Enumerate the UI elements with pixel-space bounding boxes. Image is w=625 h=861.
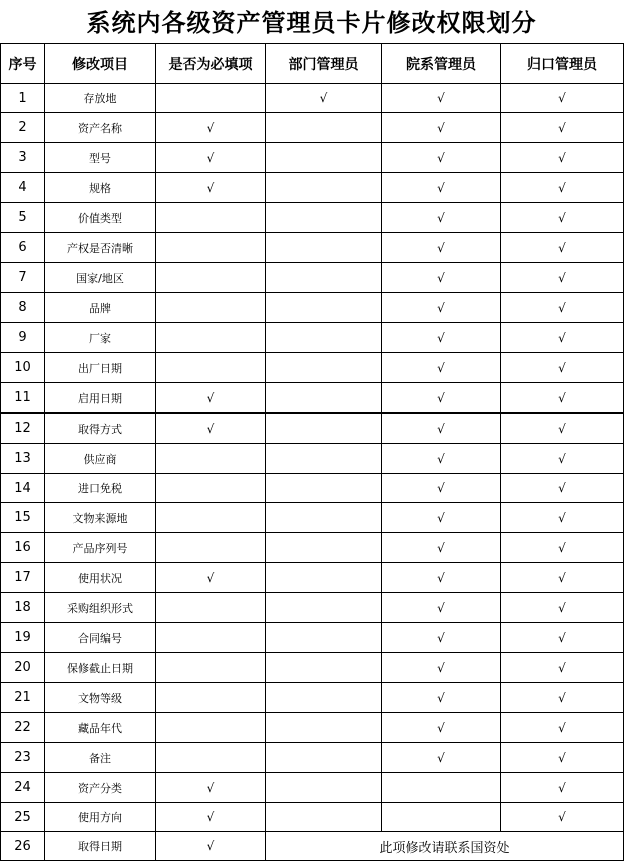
- row-number: 25: [1, 803, 45, 832]
- header-central-admin: 归口管理员: [501, 44, 624, 84]
- row-item-name: 文物等级: [45, 683, 156, 713]
- row-central-check: √: [501, 353, 624, 383]
- table-header-row: [1, 44, 624, 84]
- row-department-check: [266, 474, 382, 503]
- row-department-check: [266, 173, 382, 203]
- row-central-check: √: [501, 683, 624, 713]
- table-row: [1, 743, 624, 773]
- row-department-check: [266, 353, 382, 383]
- row-central-check: √: [501, 474, 624, 503]
- header-department-admin: 部门管理员: [266, 44, 382, 84]
- row-faculty-check: √: [382, 533, 501, 563]
- row-faculty-check: √: [382, 263, 501, 293]
- table-row: [1, 84, 624, 113]
- row-required-check: [156, 743, 266, 773]
- table-row: [1, 203, 624, 233]
- table-row: [1, 713, 624, 743]
- table-row: [1, 773, 624, 803]
- row-faculty-check: √: [382, 653, 501, 683]
- permission-table: [0, 43, 624, 861]
- row-central-check: √: [501, 323, 624, 353]
- row-required-check: √: [156, 383, 266, 414]
- row-number: 10: [1, 353, 45, 383]
- row-number: 21: [1, 683, 45, 713]
- row-central-check: √: [501, 713, 624, 743]
- row-faculty-check: √: [382, 293, 501, 323]
- row-central-check: √: [501, 383, 624, 414]
- row-faculty-check: √: [382, 233, 501, 263]
- row-number: 12: [1, 413, 45, 444]
- table-row: [1, 383, 624, 414]
- row-item-name: 规格: [45, 173, 156, 203]
- row-central-check: √: [501, 143, 624, 173]
- row-item-name: 备注: [45, 743, 156, 773]
- table-row: [1, 623, 624, 653]
- row-item-name: 品牌: [45, 293, 156, 323]
- table-row: [1, 293, 624, 323]
- header-faculty-admin: 院系管理员: [382, 44, 501, 84]
- row-central-check: √: [501, 113, 624, 143]
- row-department-check: [266, 143, 382, 173]
- row-number: 8: [1, 293, 45, 323]
- row-required-check: [156, 323, 266, 353]
- row-item-name: 进口免税: [45, 474, 156, 503]
- row-department-check: [266, 503, 382, 533]
- table-row: [1, 444, 624, 474]
- row-faculty-check: √: [382, 203, 501, 233]
- row-number: 20: [1, 653, 45, 683]
- table-row: [1, 683, 624, 713]
- row-central-check: √: [501, 173, 624, 203]
- row-central-check: √: [501, 533, 624, 563]
- row-item-name: 供应商: [45, 444, 156, 474]
- row-item-name: 启用日期: [45, 383, 156, 414]
- row-required-check: [156, 353, 266, 383]
- row-required-check: [156, 503, 266, 533]
- row-item-name: 取得方式: [45, 413, 156, 444]
- table-row: [1, 474, 624, 503]
- row-central-check: √: [501, 503, 624, 533]
- row-number: 4: [1, 173, 45, 203]
- row-number: 16: [1, 533, 45, 563]
- row-faculty-check: √: [382, 113, 501, 143]
- row-department-check: [266, 623, 382, 653]
- row-required-check: [156, 683, 266, 713]
- row-department-check: [266, 233, 382, 263]
- row-department-check: √: [266, 84, 382, 113]
- row-number: 7: [1, 263, 45, 293]
- row-department-check: [266, 413, 382, 444]
- row-number: 13: [1, 444, 45, 474]
- row-faculty-check: √: [382, 743, 501, 773]
- row-number: 9: [1, 323, 45, 353]
- row-item-name: 型号: [45, 143, 156, 173]
- row-number: 26: [1, 832, 45, 861]
- row-faculty-check: √: [382, 563, 501, 593]
- row-department-check: [266, 593, 382, 623]
- table-row: [1, 143, 624, 173]
- row-department-check: [266, 323, 382, 353]
- row-department-check: [266, 653, 382, 683]
- row-faculty-check: √: [382, 323, 501, 353]
- row-department-check: [266, 263, 382, 293]
- row-item-name: 使用方向: [45, 803, 156, 832]
- table-row: [1, 653, 624, 683]
- row-number: 17: [1, 563, 45, 593]
- page-title: 系统内各级资产管理员卡片修改权限划分: [86, 8, 537, 37]
- row-number: 19: [1, 623, 45, 653]
- row-number: 1: [1, 84, 45, 113]
- contact-note: 此项修改请联系国资处: [266, 832, 624, 861]
- row-item-name: 文物来源地: [45, 503, 156, 533]
- row-item-name: 价值类型: [45, 203, 156, 233]
- table-row: [1, 533, 624, 563]
- row-central-check: √: [501, 803, 624, 832]
- row-central-check: √: [501, 413, 624, 444]
- table-row: [1, 563, 624, 593]
- row-item-name: 保修截止日期: [45, 653, 156, 683]
- row-faculty-check: [382, 773, 501, 803]
- table-row: [1, 413, 624, 444]
- row-department-check: [266, 683, 382, 713]
- row-required-check: √: [156, 413, 266, 444]
- row-number: 5: [1, 203, 45, 233]
- row-central-check: √: [501, 293, 624, 323]
- row-item-name: 厂家: [45, 323, 156, 353]
- row-faculty-check: √: [382, 593, 501, 623]
- row-required-check: √: [156, 173, 266, 203]
- row-central-check: √: [501, 653, 624, 683]
- row-required-check: [156, 533, 266, 563]
- row-faculty-check: √: [382, 503, 501, 533]
- row-central-check: √: [501, 203, 624, 233]
- row-central-check: √: [501, 444, 624, 474]
- row-required-check: [156, 263, 266, 293]
- row-department-check: [266, 563, 382, 593]
- row-faculty-check: √: [382, 353, 501, 383]
- table-row: [1, 353, 624, 383]
- row-number: 14: [1, 474, 45, 503]
- table-body: [1, 84, 624, 861]
- row-required-check: √: [156, 113, 266, 143]
- row-faculty-check: √: [382, 474, 501, 503]
- row-faculty-check: √: [382, 173, 501, 203]
- row-item-name: 采购组织形式: [45, 593, 156, 623]
- row-item-name: 出厂日期: [45, 353, 156, 383]
- table-row: [1, 113, 624, 143]
- row-department-check: [266, 533, 382, 563]
- row-department-check: [266, 444, 382, 474]
- row-item-name: 资产名称: [45, 113, 156, 143]
- row-faculty-check: √: [382, 383, 501, 414]
- row-faculty-check: √: [382, 413, 501, 444]
- row-central-check: √: [501, 593, 624, 623]
- row-item-name: 资产分类: [45, 773, 156, 803]
- row-central-check: √: [501, 263, 624, 293]
- row-number: 18: [1, 593, 45, 623]
- row-required-check: [156, 623, 266, 653]
- row-item-name: 使用状况: [45, 563, 156, 593]
- row-faculty-check: √: [382, 143, 501, 173]
- table-row: [1, 263, 624, 293]
- row-required-check: √: [156, 832, 266, 861]
- row-department-check: [266, 803, 382, 832]
- row-required-check: [156, 293, 266, 323]
- table-row: [1, 323, 624, 353]
- row-central-check: √: [501, 84, 624, 113]
- row-required-check: [156, 444, 266, 474]
- row-required-check: [156, 84, 266, 113]
- row-faculty-check: √: [382, 84, 501, 113]
- row-number: 2: [1, 113, 45, 143]
- row-required-check: √: [156, 143, 266, 173]
- row-department-check: [266, 773, 382, 803]
- row-number: 15: [1, 503, 45, 533]
- table-row: [1, 593, 624, 623]
- row-number: 11: [1, 383, 45, 414]
- header-modify-item: 修改项目: [45, 44, 156, 84]
- header-serial-number: 序号: [1, 44, 45, 84]
- row-number: 3: [1, 143, 45, 173]
- row-required-check: √: [156, 773, 266, 803]
- row-department-check: [266, 383, 382, 414]
- row-item-name: 藏品年代: [45, 713, 156, 743]
- row-number: 23: [1, 743, 45, 773]
- row-department-check: [266, 293, 382, 323]
- row-number: 24: [1, 773, 45, 803]
- row-faculty-check: √: [382, 444, 501, 474]
- row-required-check: [156, 203, 266, 233]
- row-required-check: [156, 233, 266, 263]
- table-row: [1, 803, 624, 832]
- row-central-check: √: [501, 233, 624, 263]
- row-faculty-check: √: [382, 623, 501, 653]
- row-required-check: [156, 474, 266, 503]
- row-required-check: √: [156, 563, 266, 593]
- header-required: 是否为必填项: [156, 44, 266, 84]
- table-row: [1, 173, 624, 203]
- row-required-check: [156, 593, 266, 623]
- row-central-check: √: [501, 743, 624, 773]
- row-required-check: √: [156, 803, 266, 832]
- row-item-name: 取得日期: [45, 832, 156, 861]
- row-number: 22: [1, 713, 45, 743]
- row-item-name: 产权是否清晰: [45, 233, 156, 263]
- table-row: [1, 233, 624, 263]
- row-department-check: [266, 113, 382, 143]
- row-central-check: √: [501, 773, 624, 803]
- row-required-check: [156, 713, 266, 743]
- row-item-name: 产品序列号: [45, 533, 156, 563]
- row-required-check: [156, 653, 266, 683]
- row-faculty-check: √: [382, 683, 501, 713]
- row-item-name: 存放地: [45, 84, 156, 113]
- row-item-name: 合同编号: [45, 623, 156, 653]
- row-faculty-check: [382, 803, 501, 832]
- row-central-check: √: [501, 623, 624, 653]
- row-faculty-check: √: [382, 713, 501, 743]
- row-item-name: 国家/地区: [45, 263, 156, 293]
- row-department-check: [266, 203, 382, 233]
- row-central-check: √: [501, 563, 624, 593]
- row-number: 6: [1, 233, 45, 263]
- row-department-check: [266, 743, 382, 773]
- row-department-check: [266, 713, 382, 743]
- table-row: [1, 503, 624, 533]
